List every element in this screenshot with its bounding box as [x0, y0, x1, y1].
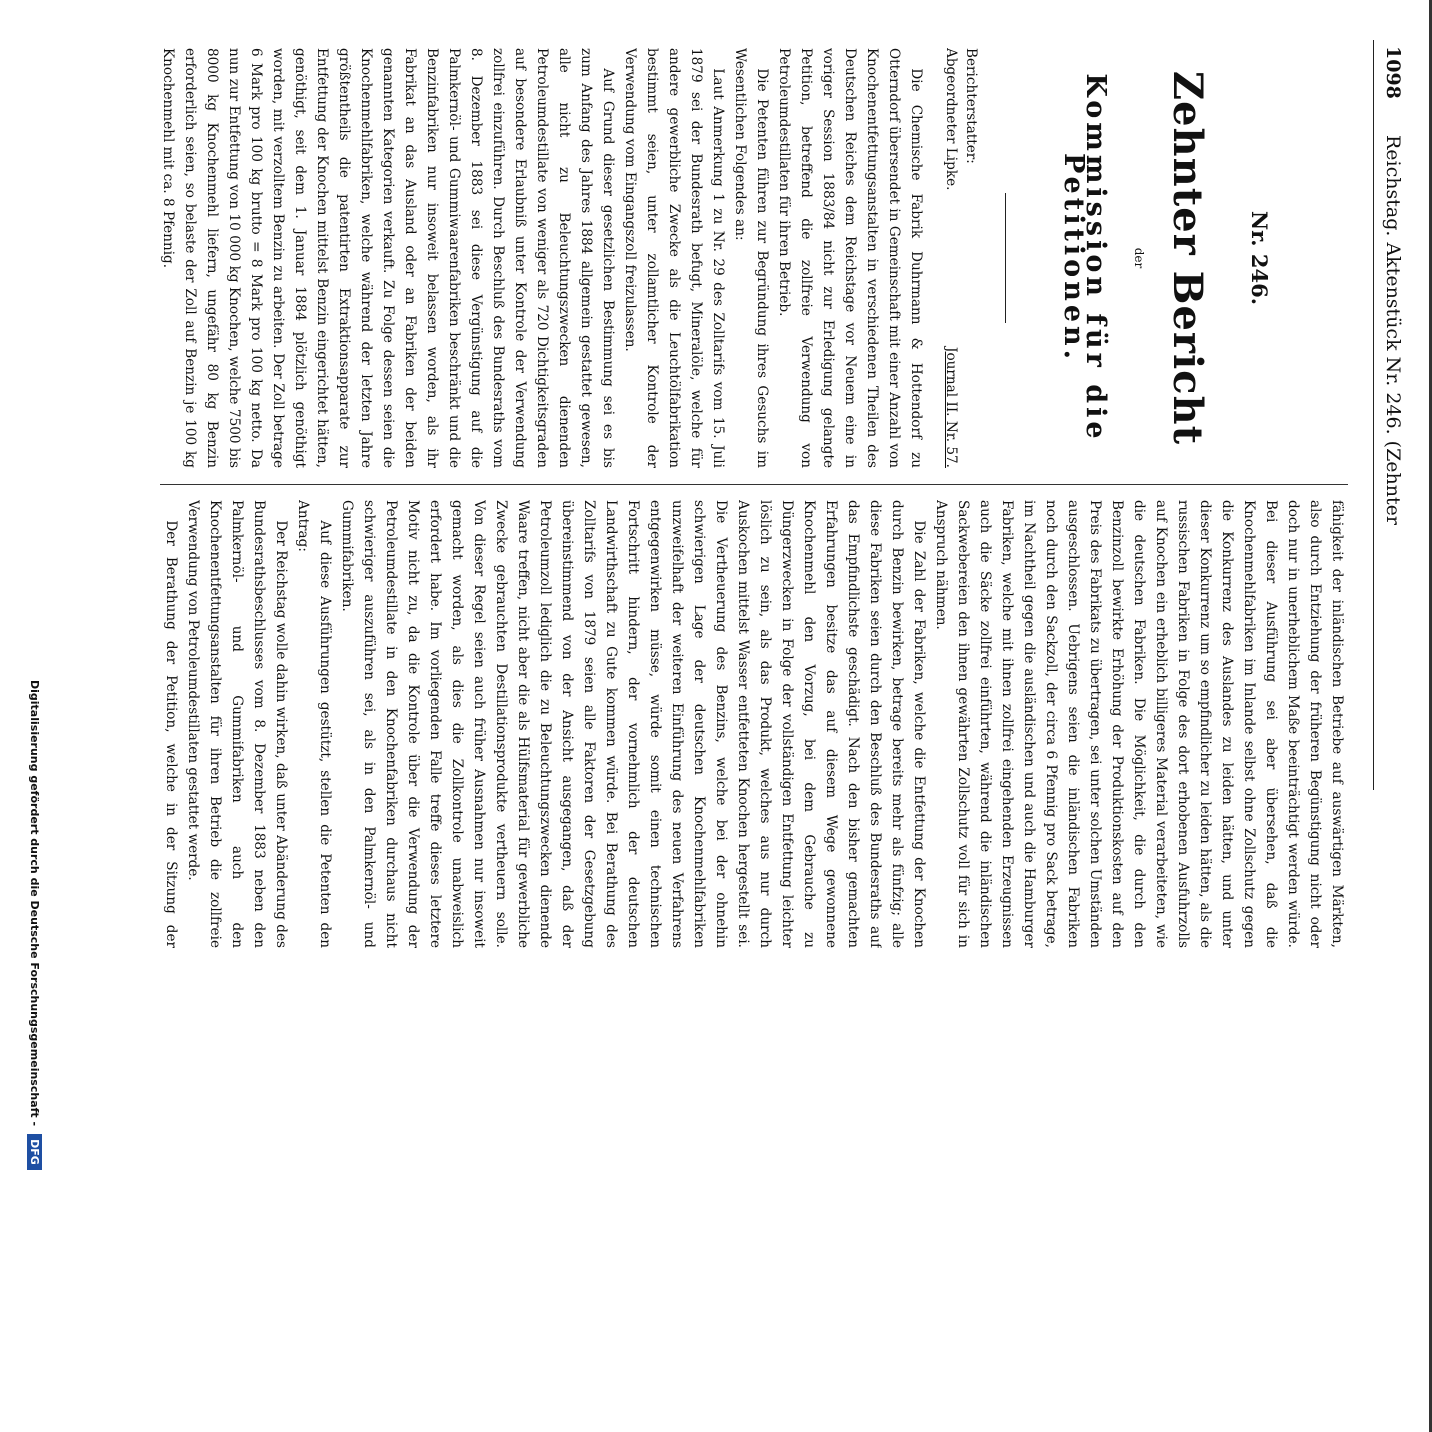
credit-text: Digitalisierung gefördert durch die Deutsche Forschungsgemeinschaft -: [28, 680, 41, 1127]
title-connector: der: [1132, 247, 1146, 269]
reporter-name: Abgeordneter Lipke.: [943, 48, 959, 191]
paragraph: fähigkeit der inländischen Betriebe auf auswärtigen Märkten, also durch Entziehung der früheren Begünstigung nicht oder doch nur in unerheblichem Maße beeinträchtigt werden würde. Bei dieser Ausführung sei aber übersehen, daß die Knochenmehlfabriken im Inlande selbst ohne Zollschutz gegen die Konkurrenz des Auslandes zu leiden hätten, und unter dieser Konkurrenz um so empfindlicher zu leiden hätten, als die russischen Fabriken in Folge des dort erhobenen Ausfuhrzolls auf Knochen ein erheblich billigeres Material verarbeiteten, wie die deutschen Fabriken. Die Möglichkeit, die durch den Benzinzoll bewirkte Erhöhung der Produktionskosten auf den Preis des Fabrikats zu übertragen, sei unter solchen Umständen ausgeschlossen. Uebrigens seien die inländischen Fabriken noch durch den Sackzoll, der circa 6 Pfennig pro Sack betrage, im Nachtheil gegen die ausländischen und auch die Hamburger Fabriken, welche mit ihnen zollfrei eingehenden Erzeugnissen auch die Säcke zollfrei einführten, während die inländischen Sackwebereien den ihnen gewährten Zollschutz voll für sich in Anspruch nähmen.: [933, 500, 1345, 948]
paragraph: Die Petenten führen zur Begründung ihres Gesuchs im Wesentlichen Folgendes an:: [732, 48, 770, 468]
document-number: Nr. 246.: [1247, 210, 1272, 306]
running-title: Reichstag. Aktenstück Nr. 246. (Zehnter: [1382, 135, 1404, 525]
page-header: [1373, 40, 1410, 790]
dfg-logo: DFG: [27, 1134, 42, 1170]
journal-number: Journal II. Nr. 57.: [943, 347, 959, 468]
left-column: [160, 48, 1348, 468]
right-column: [160, 500, 1348, 948]
paragraph: Der Berathung der Petition, welche in der Sitzung der: [163, 520, 179, 948]
reporter-block: [941, 48, 981, 468]
report-title: Zehnter Bericht: [1164, 70, 1211, 446]
title-rule: [1005, 193, 1006, 323]
petition-request: Der Reichstag wolle dahin wirken, daß unter Abänderung des Bundesrathsbeschlusses vom 8. Dezember 1883 neben den Palmkernöl- und Gummifabriken auch den Knochenentfettungsanstalten für ihren Betrieb die zollfreie Verwendung von Petroleumdestillaten gestattet werde.: [185, 500, 289, 948]
paragraph: Auf Grund dieser gesetzlichen Bestimmung sei es bis zum Anfang des Jahres 1884 allgemein gestattet gewesen, alle nicht zu Beleuchtungszwecken dienenden Petroleumdestillate von weniger als 720 Dichtigkeitsgraden auf besondere Erlaubniß unter Kontrole der Verwendung zollfrei einzuführen. Durch Beschluß des Bundesraths vom 8. Dezember 1883 sei diese Vergünstigung auf die Palmkernöl- und Gummiwaarenfabriken beschränkt und die Benzinfabriken nur insoweit belassen worden, als ihr Fabrikat an das Ausland oder an Fabriken der beiden genannten Kategorien verkauft. Zu Folge dessen seien die Knochenmehlfabriken, welche während der letzten Jahre größtentheils die patentirten Extraktionsapparate zur Entfettung der Knochen mittelst Benzin eingerichtet hätten, genöthigt, seit dem 1. Januar 1884 plötzlich genöthigt worden, mit verzolltem Benzin zu arbeiten. Der Zoll betrage 6 Mark pro 100 kg brutto = 8 Mark pro 100 kg netto. Da nun zur Entfettung von 10 000 kg Knochen, welche 7500 bis 8000 kg Knochenmehl liefern, ungefähr 80 kg Benzin erforderlich seien, so belaste der Zoll auf Benzin je 100 kg Knochenmehl mit ca. 8 Pfennig.: [160, 48, 616, 468]
report-subtitle: Kommission für die Petitionen.: [1058, 73, 1111, 443]
paragraph: Die Zahl der Fabriken, welche die Entfettung der Knochen durch Benzin bewirken, betrage bereits mehr als fünfzig; alle diese Fabriken seien durch den Beschluß des Bundesraths auf das Empfindlichste geschädigt. Nach den bisher gemachten Erfahrungen besitze das auf diesem Wege gewonnene Knochenmehl den Vorzug, bei dem Gebrauche zu Düngerzwecken in Folge der vollständigen Entfettung leichter löslich zu sein, als das Produkt, welches aus nur durch Auskochen mittelst Wasser entfetteten Knochen hergestellt sei. Die Vertheuerung des Benzins, welche bei der ohnehin schwierigen Lage der deutschen Knochenmehlfabriken unzweifelhaft der weiteren Einführung des neuen Verfahrens entgegenwirken müsse, würde somit einen technischen Fortschritt hindern, der vornehmlich der deutschen Landwirthschaft zu Gute kommen würde. Bei Berathung des Zolltarifs von 1879 seien alle Faktoren der Gesetzgebung übereinstimmend von der Ansicht ausgegangen, daß der Petroleumzoll lediglich die zu Beleuchtungszwecken dienende Waare treffen, nicht aber die als Hülfsmaterial für gewerbliche Zwecke gebrauchten Destillationsprodukte vertheuern solle. Von dieser Regel seien auch früher Ausnahmen nur insoweit gemacht worden, als dies die Zollkontrole unabweislich erfordert habe. Im vorliegenden Falle treffe dieses letztere Motiv nicht zu, da die Kontrole über die Verwendung der Petroleumdestillate in den Knochenfabriken durchaus nicht schwieriger auszuführen sei, als in den Palmkernöl- und Gummifabriken.: [339, 500, 927, 948]
digitization-credit: [18, 680, 42, 1280]
paragraph: Die Chemische Fabrik Duhrmann & Hottendorf zu Otterndorf übersendet in Gemeinschaft mit einer Anzahl von Knochenentfettungsanstalten in verschiedenen Theilen des Deutschen Reiches dem Reichstage vor Neuem eine in voriger Session 1883/84 nicht zur Erledigung gelangte Petition, betreffend die zollfreie Verwendung von Petroleumdestillaten für ihren Betrieb.: [776, 48, 924, 468]
paragraph: Laut Anmerkung 1 zu Nr. 29 des Zolltarifs vom 15. Juli 1879 sei der Bundesrath befugt, Mineralöle, welche für andere gewerbliche Zwecke als die Leuchtölfabrikation bestimmt seien, unter zollamtlicher Kontrole der Verwendung vom Eingangszoll freizulassen.: [622, 48, 726, 468]
paragraph: Auf diese Ausführungen gestützt, stellen die Petenten den Antrag:: [295, 500, 333, 948]
column-divider: [160, 484, 1348, 485]
reporter-label: Berichterstatter:: [963, 48, 979, 164]
page-number: 1098: [1382, 46, 1404, 99]
